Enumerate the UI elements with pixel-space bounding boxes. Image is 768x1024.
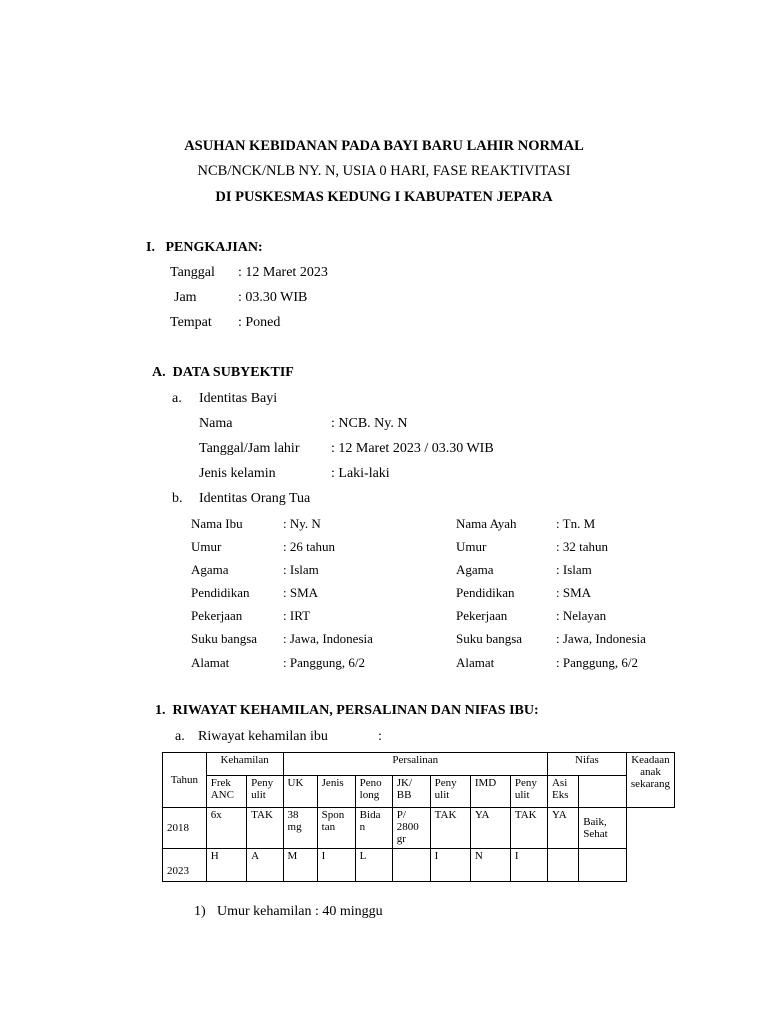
table-cell: P/ 2800 gr	[392, 808, 430, 849]
table-cell: 2023	[163, 849, 207, 882]
table-row	[163, 808, 675, 849]
table-cell: YA	[547, 808, 578, 849]
ibu-label-suku: Suku bangsa	[191, 631, 258, 646]
table-header-tahun: Tahun	[163, 753, 207, 808]
item1-text: Umur kehamilan : 40 minggu	[217, 904, 383, 919]
table-cell: I	[430, 849, 470, 882]
pengkajian-label-jam: Jam	[174, 290, 197, 305]
ayah-value-umur: : 32 tahun	[556, 539, 608, 554]
pengkajian-heading: I. PENGKAJIAN:	[146, 240, 263, 255]
doc-title-line3: DI PUSKESMAS KEDUNG I KABUPATEN JEPARA	[215, 189, 553, 205]
ibu-label-pekerjaan: Pekerjaan	[191, 608, 243, 623]
ayah-label-suku: Suku bangsa	[456, 631, 523, 646]
ibu-label-pendidikan: Pendidikan	[191, 585, 250, 600]
ayah-value-agama: : Islam	[556, 562, 592, 577]
ibu-label-agama: Agama	[191, 562, 229, 577]
table-subheader: UK	[283, 776, 317, 808]
pengkajian-label-tempat: Tempat	[170, 315, 212, 330]
subyektif-heading: A. DATA SUBYEKTIF	[152, 365, 294, 380]
table-cell: A	[247, 849, 283, 882]
table-cell: L	[355, 849, 392, 882]
table-cell: TAK	[247, 808, 283, 849]
bayi-label-jenis-kelamin: Jenis kelamin	[199, 466, 276, 481]
table-cell	[392, 849, 430, 882]
table-cell: 2018	[163, 808, 207, 849]
ibu-value-pekerjaan: : IRT	[283, 608, 311, 623]
table-subheader: IMD	[470, 776, 510, 808]
table-subheader: Peno long	[355, 776, 392, 808]
ibu-value-umur: : 26 tahun	[283, 539, 335, 554]
bayi-value-jenis-kelamin: : Laki-laki	[331, 466, 390, 481]
doc-title-line1: ASUHAN KEBIDANAN PADA BAYI BARU LAHIR NORMAL	[184, 138, 584, 154]
table-cell: N	[470, 849, 510, 882]
ayah-value-nama: : Tn. M	[556, 516, 596, 531]
bayi-value-tanggal-jam: : 12 Maret 2023 / 03.30 WIB	[331, 441, 494, 456]
table-cell: YA	[470, 808, 510, 849]
riwayat-sub-marker: a.	[175, 729, 185, 744]
table-cell	[547, 849, 578, 882]
ayah-value-pekerjaan: : Nelayan	[556, 608, 607, 623]
ayah-value-pendidikan: : SMA	[556, 585, 592, 600]
riwayat-sub-label: Riwayat kehamilan ibu	[198, 729, 328, 744]
ibu-value-pendidikan: : SMA	[283, 585, 319, 600]
ibu-value-agama: : Islam	[283, 562, 319, 577]
pengkajian-value-tanggal: : 12 Maret 2023	[238, 265, 328, 280]
table-cell: TAK	[430, 808, 470, 849]
table-cell: TAK	[510, 808, 547, 849]
table-subheader: Peny ulit	[430, 776, 470, 808]
table-cell: 38 mg	[283, 808, 317, 849]
table-header-keadaan: Keadaan anak sekarang	[626, 753, 674, 808]
table-cell: H	[206, 849, 246, 882]
table-subheader: Jenis	[317, 776, 355, 808]
ibu-label-alamat: Alamat	[191, 655, 230, 670]
table-header-persalinan: Persalinan	[283, 753, 547, 776]
identitas-bayi-label: Identitas Bayi	[199, 391, 278, 406]
identitas-ortu-label: Identitas Orang Tua	[199, 491, 311, 506]
pengkajian-label-tanggal: Tanggal	[170, 265, 215, 280]
item1-marker: 1)	[194, 904, 206, 919]
ayah-label-agama: Agama	[456, 562, 494, 577]
pengkajian-value-tempat: : Poned	[238, 315, 281, 330]
table-subheader: JK/ BB	[392, 776, 430, 808]
ibu-label-umur: Umur	[191, 539, 222, 554]
identitas-bayi-marker: a.	[172, 391, 182, 406]
bayi-label-nama: Nama	[199, 416, 233, 431]
riwayat-heading: 1. RIWAYAT KEHAMILAN, PERSALINAN DAN NIFAS IBU:	[155, 703, 539, 718]
table-cell	[579, 849, 627, 882]
table-cell: I	[317, 849, 355, 882]
ibu-value-nama: : Ny. N	[283, 516, 321, 531]
table-header-nifas: Nifas	[547, 753, 626, 776]
bayi-label-tanggal-jam: Tanggal/Jam lahir	[199, 441, 300, 456]
ayah-label-pendidikan: Pendidikan	[456, 585, 515, 600]
table-cell: 6x	[206, 808, 246, 849]
table-cell: Bida n	[355, 808, 392, 849]
ibu-value-suku: : Jawa, Indonesia	[283, 631, 373, 646]
doc-title-line2: NCB/NCK/NLB NY. N, USIA 0 HARI, FASE REAKTIVITASI	[197, 163, 571, 179]
table-subheader: Peny ulit	[510, 776, 547, 808]
ayah-value-suku: : Jawa, Indonesia	[556, 631, 646, 646]
ayah-value-alamat: : Panggung, 6/2	[556, 655, 638, 670]
table-cell: Spon tan	[317, 808, 355, 849]
bayi-value-nama: : NCB. Ny. N	[331, 416, 408, 431]
table-row	[163, 849, 675, 882]
riwayat-sub-colon: :	[378, 729, 382, 744]
ayah-label-umur: Umur	[456, 539, 487, 554]
table-cell: Baik, Sehat	[579, 808, 627, 849]
table-subheader: Asi Eks	[547, 776, 578, 808]
table-subheader: Peny ulit	[247, 776, 283, 808]
ibu-value-alamat: : Panggung, 6/2	[283, 655, 365, 670]
table-subheader: Frek ANC	[206, 776, 246, 808]
ibu-label-nama: Nama Ibu	[191, 516, 243, 531]
table-cell: I	[510, 849, 547, 882]
pengkajian-value-jam: : 03.30 WIB	[238, 290, 308, 305]
ayah-label-pekerjaan: Pekerjaan	[456, 608, 508, 623]
riwayat-table	[162, 752, 675, 882]
ayah-label-nama: Nama Ayah	[456, 516, 517, 531]
table-header-kehamilan: Kehamilan	[206, 753, 283, 776]
table-cell: M	[283, 849, 317, 882]
ayah-label-alamat: Alamat	[456, 655, 495, 670]
identitas-ortu-marker: b.	[172, 491, 183, 506]
